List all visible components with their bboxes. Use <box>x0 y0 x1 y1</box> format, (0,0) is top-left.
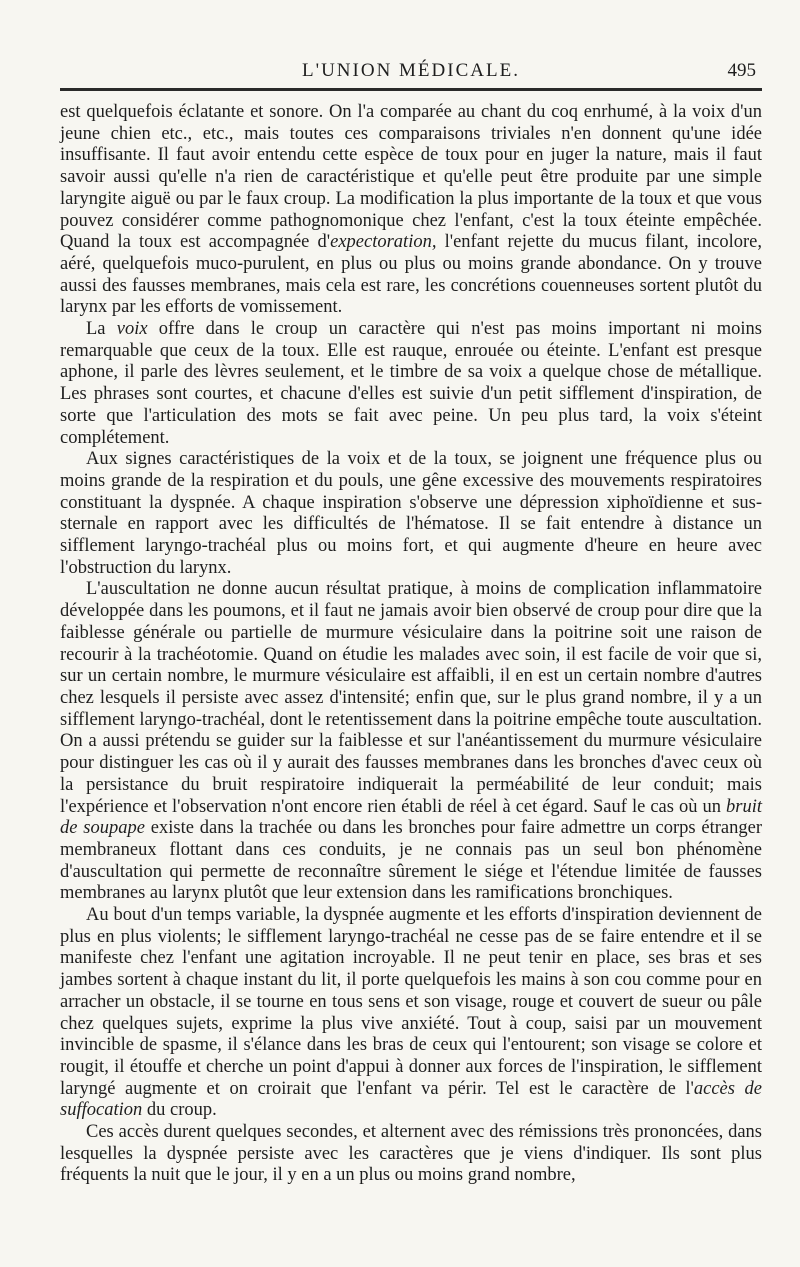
paragraph <box>60 579 762 905</box>
text-run: offre dans le croup un caractère qui n'est pas moins important ni moins remarquable que ceux de la toux. Elle est rauque, enrouée ou éteinte. L'enfant est presque aphone, il parle des lèvres seulement, et le timbre de sa voix a quelque chose de métallique. Les phrases sont courtes, et chacune d'elles est suivie d'un petit sifflement d'inspiration, de sorte que l'articulation des mots se fait avec peine. Un peu plus tard, la voix s'éteint complétement. <box>60 319 763 448</box>
italic-term: voix <box>116 319 148 340</box>
paragraph <box>60 905 762 1122</box>
page-number: 495 <box>727 60 756 81</box>
text-run: du croup. <box>142 1100 217 1121</box>
text-run: l'enfant rejette du mucus filant, incolore, aéré, quelquefois muco-purulent, en plus ou plus ou moins grande abondance. On y trouve aussi des fausses membranes, mais cela est rare, les concrétions couenneuses sortent plutôt du larynx par les efforts de vomissement. <box>60 232 762 318</box>
text-run: Ces accès durent quelques secondes, et alternent avec des rémissions très prononcées, dans lesquelles la dyspnée persiste avec les caractères que je viens d'indiquer. Ils sont plus fréquents la nuit que le jour, il y en a un plus ou moins grand nombre, <box>60 1122 762 1186</box>
text-run: Au bout d'un temps variable, la dyspnée augmente et les efforts d'inspiration deviennent de plus en plus violents; le sifflement laryngo-trachéal ne cesse pas de se faire entendre et il se manifeste chez l'enfant une agitation incroyable. Il ne peut tenir en place, ses bras et ses jambes sortent à chaque instant du lit, il porte quelquefois les mains à son cou comme pour en arracher un obstacle, il se tourne en tous sens et son visage, rouge et couvert de sueur ou pâle chez quelques sujets, exprime la plus vive anxiété. Tout à coup, saisi par un mouvement invincible de spasme, il s'élance dans les bras de ceux qui l'entourent; son visage se colore et rougit, il étouffe et cherche un point d'appui à donner aux forces de l'inspiration, le sifflement laryngé augmente et on croirait que l'enfant va périr. Tel est le caractère de l' <box>60 905 762 1099</box>
text-run: est quelquefois éclatante et sonore. On l'a comparée au chant du coq enrhumé, à la voix d'un jeune chien etc., etc., mais toutes ces comparaisons triviales n'en donnent qu'une idée insuffisante. Il faut avoir entendu cette espèce de toux pour en juger la nature, mais il faut savoir aussi qu'elle n'a rien de caractéristique et qu'elle peut être produite par une simple laryngite aiguë ou par le faux croup. La modification la plus importante de la toux et que vous pouvez considérer comme pathognomonique chez l'enfant, c'est la toux éteinte empêchée. Quand la toux est accompagnée d' <box>60 102 762 253</box>
italic-term: bruit de soupape <box>60 796 762 839</box>
text-run: L'auscultation ne donne aucun résultat pratique, à moins de complication inflammatoire développée dans les poumons, et il faut ne jamais avoir bien observé de croup pour dire que la faiblesse générale ou partielle de murmure vésiculaire dans la poitrine soit une raison de recourir à la trachéotomie. Quand on étudie les malades avec soin, il est facile de voir que si, sur un certain nombre, le murmure vésiculaire est affaibli, il en est un certain nombre d'autres chez lesquels il persiste avec assez d'intensité; enfin que, sur le plus grand nombre, il y a un sifflement laryngo-trachéal, dont le retentissement dans la poitrine empêche toute auscultation. On a aussi prétendu se guider sur la faiblesse et sur l'anéantissement du murmure vésiculaire pour distinguer les cas où il y aurait des fausses membranes dans les bronches d'avec ceux où la persistance du bruit respiratoire indiquerait la perméabilité de leur conduit; mais l'expérience et l'observation n'ont encore rien établi de réel à cet égard. Sauf le cas où un <box>60 579 762 817</box>
paragraph <box>60 449 762 579</box>
text-run: La <box>86 319 117 340</box>
article-body <box>60 102 762 1187</box>
paragraph <box>60 1122 762 1187</box>
italic-term: expectoration, <box>330 232 437 253</box>
text-run: existe dans la trachée ou dans les bronches pour faire admettre un corps étranger membraneux flottant dans ces conduits, je ne connais pas un seul bon phénomène d'auscultation qui permette de reconnaître sûrement le siége et l'étendue limitée de fausses membranes au larynx plutôt que leur extension dans les ramifications bronchiques. <box>60 818 762 904</box>
italic-term: accès de suffocation <box>60 1078 763 1121</box>
text-run: Aux signes caractéristiques de la voix et de la toux, se joignent une fréquence plus ou moins grande de la respiration et du pouls, une gêne excessive des mouvements respiratoires constituant la dyspnée. A chaque inspiration s'observe une dépression xiphoïdienne et sus-sternale en rapport avec les difficultés de l'hématose. Il se fait entendre à distance un sifflement laryngo-trachéal plus ou moins fort, et qui augmente d'heure en heure avec l'obstruction du larynx. <box>60 449 762 578</box>
running-title: L'UNION MÉDICALE. <box>302 60 520 81</box>
paragraph <box>60 319 762 449</box>
page-header <box>60 58 762 91</box>
paragraph <box>60 102 762 319</box>
